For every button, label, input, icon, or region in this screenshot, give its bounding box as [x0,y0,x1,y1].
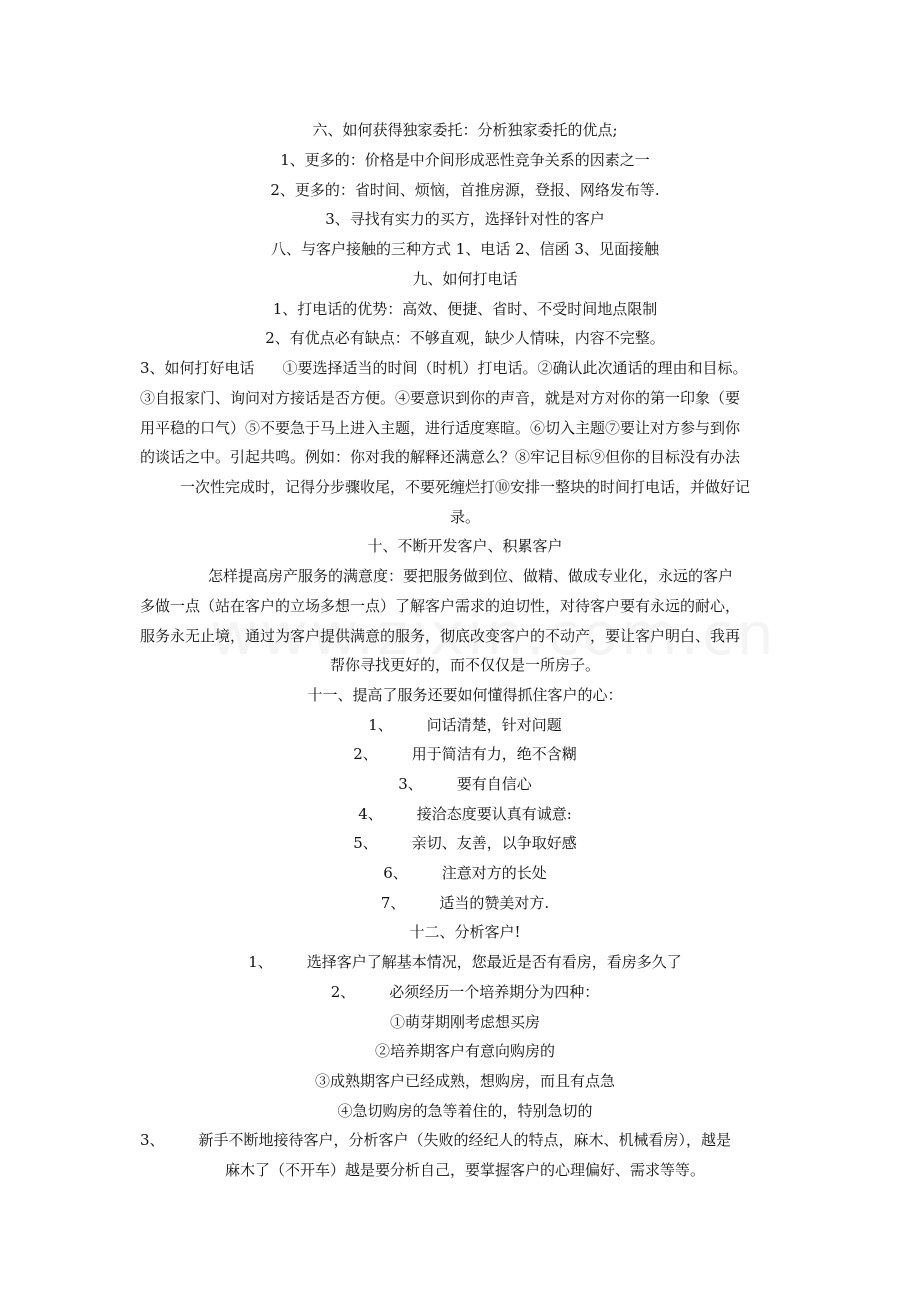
list-item [140,744,790,764]
list-text: 必须经历一个培养期分为四种： [389,983,600,1001]
list-number: 1、 [248,953,273,971]
heading-exclusive-entrustment: 六、如何获得独家委托：分析独家委托的优点; [312,121,618,139]
list-item [140,952,790,972]
text-line: 录。 [449,508,480,526]
list-number: 2、 [353,745,378,763]
text-line: 怎样提高房产服务的满意度：要把服务做到位、做精、做成专业化，永远的客户 [208,567,734,585]
text-line: 1、更多的：价格是中介间形成恶性竞争关系的因素之一 [280,151,650,169]
list-item [140,774,790,794]
list-text: 注意对方的长处 [441,864,547,882]
text-line: ③成熟期客户已经成熟，想购房，而且有点急 [314,1072,615,1090]
list-number: 6、 [383,864,408,882]
text-line: ②培养期客户有意向购房的 [374,1042,555,1060]
list-item [140,863,790,883]
text-line: 2、有优点必有缺点：不够直观，缺少人情味，内容不完整。 [265,329,665,347]
list-item [140,1130,790,1150]
text-line: 一次性完成时，记得分步骤收尾，不要死缠烂打⑩安排一整块的时间打电话，并做好记 [179,478,750,496]
list-text: ①要选择适当的时间（时机）打电话。②确认此次通话的理由和目标。 [282,359,748,377]
text-line: 1、打电话的优势：高效、便捷、省时、不受时间地点限制 [272,300,658,318]
list-text: 用于简洁有力，绝不含糊 [411,745,577,763]
text-line: ④急切购房的急等着住的，特别急切的 [337,1102,593,1120]
list-number: 5、 [353,834,378,852]
text-line: 麻木了（不开车）越是要分析自己，要掌握客户的心理偏好、需求等等。 [224,1161,705,1179]
list-text: 适当的赞美对方. [439,894,550,912]
text-line: 帮你寻找更好的，而不仅仅是一所房子。 [329,656,600,674]
list-text: 接洽态度要认真有诚意: [416,805,572,823]
list-text: 问话清楚，针对问题 [426,716,562,734]
text-line: 多做一点（站在客户的立场多想一点）了解客户需求的迫切性，对待客户要有永远的耐心， [140,597,741,615]
text-line: 3、寻找有实力的买方，选择针对性的客户 [325,210,605,228]
list-item [140,982,790,1002]
text-line: ③自报家门、询问对方接话是否方便。④要意识到你的声音，就是对方对你的第一印象（要 [140,389,741,407]
list-number: 2、 [330,983,356,1001]
text-line: ①萌芽期刚考虑想买房 [389,1013,540,1031]
list-item [140,893,790,913]
list-number: 3、 [398,775,423,793]
heading-phone-calls: 九、如何打电话 [412,270,518,288]
text-line: 用平稳的口气）⑤不要急于马上进入主题，进行适度寒暄。⑥切入主题⑦要让对方参与到你 [140,419,741,437]
list-text: 选择客户了解基本情况，您最近是否有看房，看房多久了 [306,953,682,971]
list-number: 4、 [358,805,383,823]
list-item [140,715,790,735]
list-number: 7、 [380,894,406,912]
text-line: 的谈话之中。引起共鸣。例如：你对我的解释还满意么？⑧牢记目标⑨但你的目标没有办法 [140,448,741,466]
list-item [140,804,790,824]
list-item [140,833,790,853]
list-text: 要有自信心 [456,775,532,793]
list-number: 1、 [368,716,393,734]
list-text: 亲切、友善，以争取好感 [411,834,577,852]
heading-develop-clients: 十、不断开发客户、积累客户 [367,537,563,555]
heading-win-clients: 十一、提高了服务还要如何懂得抓住客户的心： [307,686,623,704]
heading-analyze-clients: 十二、分析客户! [409,923,521,941]
list-label: 3、如何打好电话 [140,359,255,377]
list-number: 3、 [140,1131,165,1149]
list-text: 新手不断地接待客户，分析客户（失败的经纪人的特点，麻木、机械看房），越是 [198,1131,732,1149]
text-line: 服务永无止境，通过为客户提供满意的服务，彻底改变客户的不动产，要让客户明白、我再 [140,627,741,645]
heading-contact-methods: 八、与客户接触的三种方式 1、电话 2、信函 3、见面接触 [271,240,659,258]
text-line: 2、更多的：省时间、烦恼，首推房源，登报、网络发布等. [270,181,660,199]
text-line [140,358,790,378]
